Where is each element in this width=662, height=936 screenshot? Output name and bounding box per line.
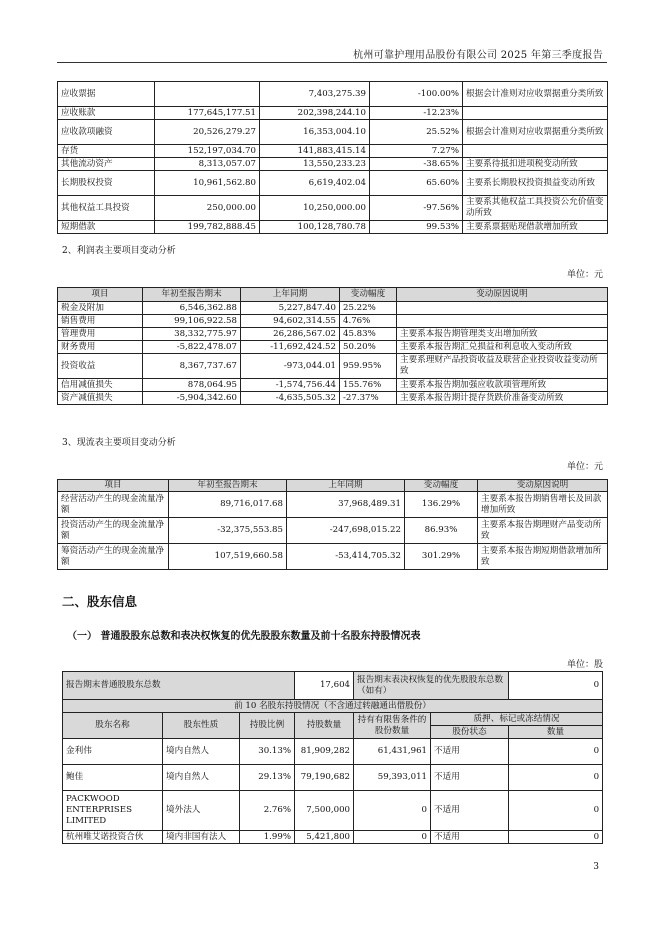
item-cell: 长期股权投资 [58,171,155,196]
holding-qty-cell: 7,500,000 [295,791,354,831]
reason-cell: 主要系长期股权投资损益变动所致 [463,171,608,196]
table-row [58,302,608,315]
prior-value-cell: 7,403,275.39 [260,82,370,107]
pledge-status-cell: 不适用 [431,765,509,791]
table-row [58,354,608,379]
col-header-count: 数量 [509,726,603,739]
col-header-status: 股份状态 [431,726,509,739]
table-row [58,221,608,234]
table-row [63,739,603,765]
reason-cell: 主要系本报告期管理类支出增加所致 [397,328,608,341]
shareholder-name-cell: 鲍佳 [63,765,163,791]
prior-value-cell: 13,550,233.23 [260,158,370,171]
income-section-title: 2、利润表主要项目变动分析 [62,246,176,256]
pledge-count-cell: 0 [509,739,603,765]
total-shareholders-label: 报告期末普通股股东总数 [63,672,295,700]
current-value-cell: 199,782,888.45 [155,221,260,234]
table-row [58,82,608,107]
col-header-qty: 持股数量 [295,713,354,739]
change-cell: 50.20% [340,341,397,354]
table-row [63,831,603,844]
table-row [58,145,608,158]
pledge-status-cell: 不适用 [431,831,509,844]
prior-value-cell: -1,574,756.44 [241,379,340,392]
reason-cell: 主要系待抵扣进项税变动所致 [463,158,608,171]
table-row [58,315,608,328]
reason-cell: 主要系理财产品投资收益及联营企业投资收益变动所致 [397,354,608,379]
pledge-count-cell: 0 [509,765,603,791]
item-cell: 筹资活动产生的现金流量净额 [58,544,169,570]
prior-value-cell: 6,619,402.04 [260,171,370,196]
current-value-cell [155,82,260,107]
current-value-cell: 152,197,034.70 [155,145,260,158]
current-value-cell: 38,332,775.97 [143,328,241,341]
col-header-restricted: 持有有限售条件的股份数量 [354,713,431,739]
item-cell: 信用减值损失 [58,379,143,392]
cashflow-section-title: 3、现流表主要项目变动分析 [62,438,176,448]
shareholder-nature-cell: 境内自然人 [163,765,240,791]
reason-cell [463,145,608,158]
section-heading-shareholders: 二、股东信息 [62,594,138,609]
reason-cell: 主要系本报告期汇兑损益和利息收入变动所致 [397,341,608,354]
top10-title: 前 10 名股东持股情况（不含通过转融通出借股份） [63,700,603,713]
pref-shareholders-label: 报告期末表决权恢复的优先股股东总数（如有） [354,672,509,700]
prior-value-cell: 26,286,567.02 [241,328,340,341]
report-header: 杭州可靠护理用品股份有限公司 2025 年第三季度报告 [353,50,603,61]
table-row [58,171,608,196]
current-value-cell: 99,106,922.58 [143,315,241,328]
change-cell: 7.27% [370,145,463,158]
current-value-cell: 20,526,279.27 [155,120,260,145]
prior-value-cell: 202,398,244.10 [260,107,370,120]
holding-ratio-cell: 29.13% [240,765,295,791]
restricted-qty-cell: 0 [354,791,431,831]
table-row [58,120,608,145]
reason-cell: 主要系其他权益工具投资公允价值变动所致 [463,196,608,221]
item-cell: 其他权益工具投资 [58,196,155,221]
table-row [58,544,608,570]
page-number: 3 [593,862,599,872]
holding-ratio-cell: 2.76% [240,791,295,831]
reason-cell: 主要系票据贴现借款增加所致 [463,221,608,234]
pledge-count-cell: 0 [509,831,603,844]
current-value-cell: -5,822,478.07 [143,341,241,354]
prior-value-cell: 94,602,314.55 [241,315,340,328]
cashflow-table [57,479,608,570]
header-divider [57,62,607,63]
shareholder-nature-cell: 境外法人 [163,791,240,831]
col-header-current: 年初至报告期末 [143,288,241,302]
holding-qty-cell: 81,909,282 [295,739,354,765]
holding-ratio-cell: 1.99% [240,831,295,844]
col-header-name: 股东名称 [63,713,163,739]
restricted-qty-cell: 61,431,961 [354,739,431,765]
holding-qty-cell: 79,190,682 [295,765,354,791]
reason-cell: 主要系本报告期计提存货跌价准备变动所致 [397,392,608,405]
reason-cell: 主要系本报告期理财产品变动所致 [478,518,608,544]
current-value-cell: 10,961,562.80 [155,171,260,196]
item-cell: 税金及附加 [58,302,143,315]
prior-value-cell: -4,635,505.32 [241,392,340,405]
prior-value-cell: -11,692,424.52 [241,341,340,354]
col-header-prior: 上年同期 [241,288,340,302]
reason-cell [463,107,608,120]
change-cell: 301.29% [405,544,478,570]
change-cell: -12.23% [370,107,463,120]
col-header-change: 变动幅度 [340,288,397,302]
col-header-reason: 变动原因说明 [478,480,608,492]
table-row [58,158,608,171]
table-row [63,791,603,831]
table-row [58,341,608,354]
item-cell: 应收款项融资 [58,120,155,145]
shareholder-nature-cell: 境内非国有法人 [163,831,240,844]
change-cell: 136.29% [405,492,478,518]
current-value-cell: -5,904,342.60 [143,392,241,405]
income-unit: 单位：元 [566,270,603,280]
item-cell: 管理费用 [58,328,143,341]
item-cell: 资产减值损失 [58,392,143,405]
reason-cell: 主要系本报告期加强应收款项管理所致 [397,379,608,392]
table-row [58,328,608,341]
current-value-cell: 107,519,660.58 [169,544,287,570]
table-row [58,518,608,544]
current-value-cell: 8,367,737.67 [143,354,241,379]
item-cell: 应收账款 [58,107,155,120]
col-header-nature: 股东性质 [163,713,240,739]
shareholder-name-cell: 杭州唯艾诺投资合伙 [63,831,163,844]
change-cell: 4.76% [340,315,397,328]
prior-value-cell: 141,883,415.14 [260,145,370,158]
item-cell: 销售费用 [58,315,143,328]
pledge-count-cell: 0 [509,791,603,831]
prior-value-cell: 10,250,000.00 [260,196,370,221]
change-cell: 25.52% [370,120,463,145]
holding-qty-cell: 5,421,800 [295,831,354,844]
current-value-cell: 8,313,057.07 [155,158,260,171]
item-cell: 投资收益 [58,354,143,379]
col-header-current: 年初至报告期末 [169,480,287,492]
change-cell: 86.93% [405,518,478,544]
item-cell: 存货 [58,145,155,158]
current-value-cell: 89,716,017.68 [169,492,287,518]
col-header-ratio: 持股比例 [240,713,295,739]
reason-cell [397,302,608,315]
item-cell: 投资活动产生的现金流量净额 [58,518,169,544]
change-cell: 959.95% [340,354,397,379]
change-cell: -100.00% [370,82,463,107]
current-value-cell: 878,064.95 [143,379,241,392]
change-cell: -97.56% [370,196,463,221]
col-header-reason: 变动原因说明 [397,288,608,302]
pledge-status-cell: 不适用 [431,791,509,831]
prior-value-cell: 16,353,004.10 [260,120,370,145]
table-row [58,379,608,392]
table-row [58,196,608,221]
reason-cell: 根据会计准则对应收票据重分类所致 [463,120,608,145]
change-cell: -27.37% [340,392,397,405]
change-cell: 155.76% [340,379,397,392]
change-cell: 65.60% [370,171,463,196]
pledge-status-cell: 不适用 [431,739,509,765]
prior-value-cell: 100,128,780.78 [260,221,370,234]
current-value-cell: -32,375,553.85 [169,518,287,544]
shareholder-nature-cell: 境内自然人 [163,739,240,765]
shareholder-name-cell: PACKWOOD ENTERPRISES LIMITED [63,791,163,831]
reason-cell: 根据会计准则对应收票据重分类所致 [463,82,608,107]
table-row [58,392,608,405]
col-header-item: 项目 [58,480,169,492]
table-row [63,765,603,791]
item-cell: 经营活动产生的现金流量净额 [58,492,169,518]
balance-sheet-table [57,81,608,234]
change-cell: 25.22% [340,302,397,315]
current-value-cell: 6,546,362.88 [143,302,241,315]
prior-value-cell: -247,698,015.22 [287,518,405,544]
col-header-change: 变动幅度 [405,480,478,492]
col-header-pledge-group: 质押、标记或冻结情况 [431,713,603,726]
shareholder-unit: 单位：股 [566,660,603,670]
shareholder-table [62,671,603,844]
restricted-qty-cell: 59,393,011 [354,765,431,791]
table-row [58,492,608,518]
item-cell: 其他流动资产 [58,158,155,171]
income-statement-table [57,287,608,405]
item-cell: 短期借款 [58,221,155,234]
change-cell: 99.53% [370,221,463,234]
subsection-heading-shareholders: （一） 普通股股东总数和表决权恢复的优先股股东数量及前十名股东持股情况表 [67,631,421,642]
item-cell: 应收票据 [58,82,155,107]
change-cell: -38.65% [370,158,463,171]
current-value-cell: 177,645,177.51 [155,107,260,120]
cashflow-unit: 单位：元 [566,462,603,472]
prior-value-cell: -53,414,705.32 [287,544,405,570]
pref-shareholders-value: 0 [509,672,603,700]
prior-value-cell: -973,044.01 [241,354,340,379]
item-cell: 财务费用 [58,341,143,354]
total-shareholders-value: 17,604 [295,672,354,700]
reason-cell [397,315,608,328]
col-header-item: 项目 [58,288,143,302]
current-value-cell: 250,000.00 [155,196,260,221]
reason-cell: 主要系本报告期短期借款增加所致 [478,544,608,570]
col-header-prior: 上年同期 [287,480,405,492]
restricted-qty-cell: 0 [354,831,431,844]
table-row [58,107,608,120]
shareholder-name-cell: 金利伟 [63,739,163,765]
prior-value-cell: 5,227,847.40 [241,302,340,315]
prior-value-cell: 37,968,489.31 [287,492,405,518]
holding-ratio-cell: 30.13% [240,739,295,765]
change-cell: 45.83% [340,328,397,341]
reason-cell: 主要系本报告期销售增长及回款增加所致 [478,492,608,518]
